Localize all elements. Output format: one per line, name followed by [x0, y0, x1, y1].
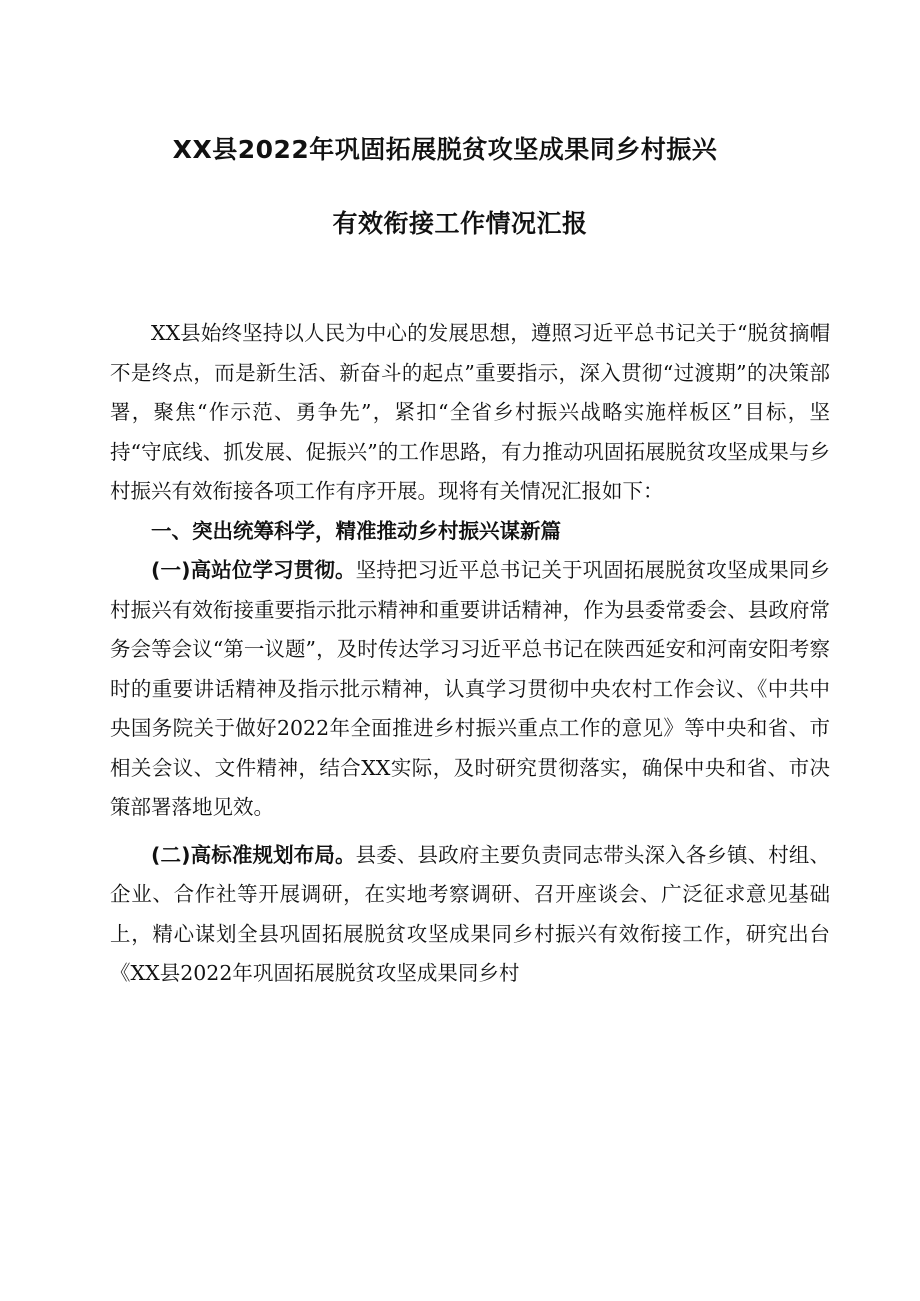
item-2-text: 县委、县政府主要负责同志带头深入各乡镇、村组、企业、合作社等开展调研，在实地考察调研、召开座谈会、广泛征求意见基础上，精心谋划全县巩固拓展脱贫攻坚成果同乡村振兴有效衔接工作，研究出台《XX县2022年巩固拓展脱贫攻坚成果同乡村: [110, 842, 830, 985]
item-2-lead: (二)高标准规划布局。: [151, 842, 356, 867]
item-1-paragraph: [110, 551, 830, 828]
item-1-lead: (一)高站位学习贯彻。: [151, 558, 356, 582]
document-title-line-2: 有效衔接工作情况汇报: [332, 209, 588, 238]
paragraph-gap: [110, 828, 830, 836]
section-1-heading: 一、突出统筹科学，精准推动乡村振兴谋新篇: [151, 518, 561, 543]
intro-paragraph: XX县始终坚持以人民为中心的发展思想，遵照习近平总书记关于“脱贫摘帽不是终点，而是新生活、新奋斗的起点”重要指示，深入贯彻“过渡期”的决策部署，聚焦“作示范、勇争先”，紧扣“全省乡村振兴战略实施样板区”目标，坚持“守底线、抓发展、促振兴”的工作思路，有力推动巩固拓展脱贫攻坚成果与乡村振兴有效衔接各项工作有序开展。现将有关情况汇报如下：: [110, 321, 830, 503]
item-2-paragraph: [110, 836, 830, 994]
document-title-line-1: XX县2022年巩固拓展脱贫攻坚成果同乡村振兴: [172, 135, 718, 164]
item-1-text: 坚持把习近平总书记关于巩固拓展脱贫攻坚成果同乡村振兴有效衔接重要指示批示精神和重要讲话精神，作为县委常委会、县政府常务会等会议“第一议题”，及时传达学习习近平总书记在陕西延安和河南安阳考察时的重要讲话精神及指示批示精神，认真学习贯彻中央农村工作会议、《中共中央国务院关于做好2022年全面推进乡村振兴重点工作的意见》等中央和省、市相关会议、文件精神，结合XX实际，及时研究贯彻落实，确保中央和省、市决策部署落地见效。: [110, 558, 830, 819]
document-body: [110, 314, 830, 994]
